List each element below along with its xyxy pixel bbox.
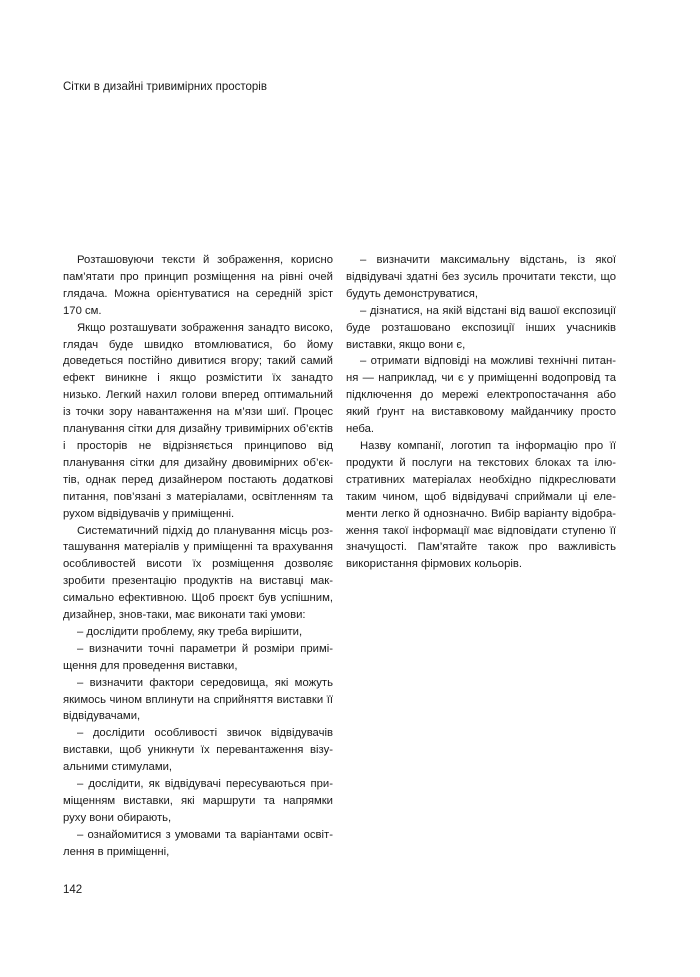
list-item: – дослідити проблему, яку треба вирішити, (77, 625, 303, 638)
list-item: – визначити максимальну відстань, із якої відвідувачі здатні без зусиль прочитати тексти, що будуть демонструватися, (346, 254, 616, 300)
list-item: – дізнатися, на якій відстані від вашої експозиції буде розташовано експозиції інших учасників виставки, якщо вони є, (346, 304, 616, 351)
paragraph: Якщо розташувати зображення занадто високо, глядач буде швидко втомлюватися, бо йому доведеться постійно дивитися вгору; такий самий ефект виникне і якщо розмістити їх занадто низько. Легкий нахил голови вперед оптимальний із точки зору навантаження на м’язи шиї. Процес планування сітки для дизайну тривимірних об’єктів і просторів не відрізняється принципово від планування сітки для дизайну двовимірних об’єктів, однак перед дизайнером постають додаткові питання, пов’язані з матеріалами, освітленням та рухом відвідувачів у приміщенні. (63, 321, 333, 520)
paragraph: Назву компанії, логотип та інформацію про її продукти й послуги на текстових блоках та ілюстративних матеріалах необхідно підкреслювати таким чином, щоб відвідувачі сприймали ці елементи легко й однозначно. Вибір варіанту відображення такої інформації має відповідати ступеню її значущості. Пам’ятайте також про важливість використання фірмових кольорів. (346, 439, 616, 571)
list-item: – визначити точні параметри й розміри приміщення для проведення виставки, (63, 642, 333, 672)
left-column (63, 252, 333, 861)
page-number: 142 (63, 884, 83, 896)
running-head: Сітки в дизайні тривимірних просторів (63, 81, 267, 93)
right-column (346, 252, 616, 573)
list-item: – отримати відповіді на можливі технічні питання — наприклад, чи є у приміщенні водопровід та підключення до мережі електропостачання або який ґрунт на виставковому майданчику просто неба. (346, 355, 616, 436)
list-item: – ознайомитися з умовами та варіантами освітлення в приміщенні, (63, 828, 333, 858)
paragraph: Розташовуючи тексти й зображення, корисно пам’ятати про принцип розміщення на рівні очей глядача. Можна орієнтуватися на середній зріст 170 см. (63, 254, 333, 317)
paragraph: Систематичний підхід до планування місць розташування матеріалів у приміщенні та врахування особливостей висоти їх розміщення дозволяє зробити презентацію продуктів на виставці максимально ефективною. Щоб проєкт був успішним, дизайнер, знов-таки, має виконати такі умови: (63, 524, 333, 622)
list-item: – визначити фактори середовища, які можуть якимось чином вплинути на сприйняття виставки її відвідувачами, (63, 676, 333, 723)
list-item: – дослідити, як відвідувачі пересуваються приміщенням виставки, які маршрути та напрямки руху вони обирають, (63, 778, 333, 824)
list-item: – дослідити особливості звичок відвідувачів виставки, щоб уникнути їх перевантаження візуальними стимулами, (63, 727, 333, 774)
